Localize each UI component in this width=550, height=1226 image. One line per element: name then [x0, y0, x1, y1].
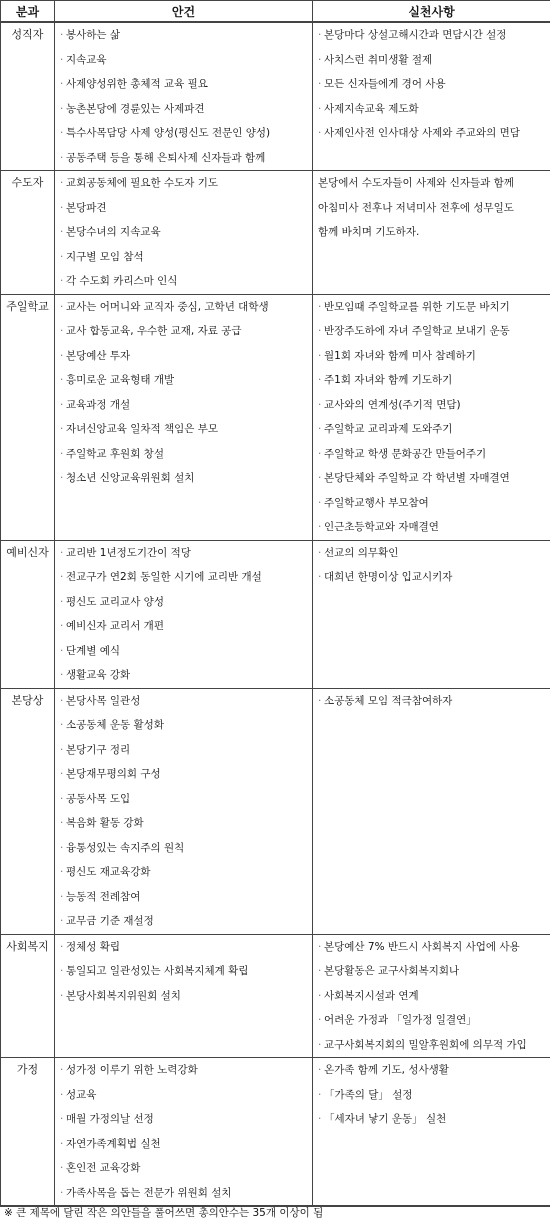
bullet-dot-icon: · [60, 1088, 64, 1101]
action-item-text: 함께 바치며 기도하자. [318, 226, 420, 238]
category-cell [1, 934, 55, 1058]
bullet-dot-icon: · [60, 398, 64, 411]
action-item [313, 442, 550, 467]
agenda-item [55, 565, 312, 590]
agenda-item-text: 가족사목을 돕는 전문가 위원회 설치 [66, 1186, 232, 1199]
action-item [313, 541, 550, 566]
action-item-text: 주1회 자녀와 함께 기도하기 [324, 374, 453, 386]
agenda-item [55, 590, 312, 615]
action-item [313, 565, 550, 590]
agenda-item-text: 능동적 전례참여 [66, 890, 141, 903]
agenda-item [55, 935, 312, 960]
action-item-text: 어려운 가정과 「일가정 일결연」 [324, 1014, 477, 1026]
category-label: 성직자 [11, 28, 44, 41]
agenda-item [55, 72, 312, 97]
actions-cell [313, 1058, 550, 1207]
agenda-cell [55, 22, 313, 171]
bullet-dot-icon: · [318, 325, 322, 337]
agenda-item [55, 836, 312, 861]
action-item [313, 1058, 550, 1083]
agenda-item-text: 교회공동체에 필요한 수도자 기도 [66, 177, 219, 189]
agenda-item-text: 본당파견 [66, 201, 107, 214]
action-item [313, 1107, 550, 1132]
action-item [313, 491, 550, 516]
agenda-item-text: 융통성있는 속지주의 원칙 [66, 841, 185, 854]
bullet-dot-icon: · [318, 447, 322, 460]
action-item-text: 본당예산 7% 반드시 사회복지 사업에 사용 [324, 940, 520, 953]
agenda-item-text: 단계별 예식 [66, 644, 121, 657]
action-item-text: 본당활동은 교구사회복지회나 [324, 965, 460, 977]
agenda-item [55, 959, 312, 984]
action-item [313, 121, 550, 146]
actions-cell [313, 294, 550, 540]
action-item-text: 주일학교행사 부모참여 [324, 496, 429, 509]
bullet-dot-icon: · [318, 300, 322, 313]
action-item-text: 아침미사 전후나 저녁미사 전후에 성무일도 [318, 201, 514, 214]
bullet-dot-icon: · [318, 1038, 322, 1051]
action-item [313, 959, 550, 984]
agenda-item [55, 541, 312, 566]
action-item-text: 대희년 한명이상 입교시키자 [324, 571, 453, 583]
agenda-item [55, 295, 312, 320]
action-item-text: 본당단체와 주일학교 각 학년별 자매결연 [324, 472, 510, 484]
bullet-dot-icon: · [60, 768, 64, 780]
action-item-text: 사제인사전 인사대상 사제와 주교와의 면담 [324, 127, 520, 139]
agenda-item [55, 639, 312, 664]
agenda-item-text: 통일되고 일관성있는 사회복지체계 확립 [66, 965, 249, 977]
agenda-cell [55, 1058, 313, 1207]
agenda-item [55, 860, 312, 885]
bullet-dot-icon: · [318, 521, 322, 533]
actions-cell [313, 22, 550, 171]
agenda-item [55, 146, 312, 171]
bullet-dot-icon: · [60, 989, 64, 1002]
agenda-item-text: 각 수도회 카리스마 인식 [66, 275, 178, 287]
action-item-text: 교사와의 연계성(주기적 면담) [324, 398, 461, 411]
bullet-dot-icon: · [318, 78, 322, 90]
header-agenda: 안건 [55, 1, 313, 23]
agenda-item [55, 442, 312, 467]
bullet-dot-icon: · [60, 1186, 64, 1199]
agenda-item-text: 성교육 [66, 1088, 97, 1101]
bullet-dot-icon: · [60, 1137, 64, 1150]
agenda-item [55, 1156, 312, 1181]
agenda-item [55, 344, 312, 369]
bullet-dot-icon: · [318, 1014, 322, 1026]
agenda-cell [55, 934, 313, 1058]
agenda-item-text: 평신도 재교육강화 [66, 866, 151, 878]
action-item-text: 인근초등학교와 자매결연 [324, 521, 439, 533]
bullet-dot-icon: · [60, 1162, 64, 1174]
agenda-item-text: 공동사목 도입 [66, 792, 131, 805]
agenda-item-text: 교사는 어머니와 교직자 중심, 고학년 대학생 [66, 300, 269, 313]
agenda-item [55, 393, 312, 418]
table-row [1, 294, 550, 540]
action-item [313, 1008, 550, 1033]
action-item [313, 1083, 550, 1108]
action-item [313, 295, 550, 320]
agenda-item [55, 368, 312, 393]
action-item-text: 본당에서 수도자들이 사제와 신자들과 함께 [318, 177, 514, 189]
action-item [313, 23, 550, 48]
bullet-dot-icon: · [60, 1064, 64, 1076]
agenda-item-text: 본당재무평의회 구성 [66, 768, 161, 780]
bullet-dot-icon: · [60, 472, 64, 484]
agenda-item-text: 주일학교 후원회 창설 [66, 447, 164, 460]
action-item-text: 반장주도하에 자녀 주일학교 보내기 운동 [324, 325, 510, 337]
actions-cell [313, 540, 550, 688]
bullet-dot-icon: · [60, 349, 64, 362]
agenda-item-text: 생활교육 강화 [66, 669, 131, 681]
bullet-dot-icon: · [318, 496, 322, 509]
agenda-item [55, 909, 312, 934]
bullet-dot-icon: · [318, 29, 322, 41]
bullet-dot-icon: · [318, 1088, 322, 1101]
table-row [1, 171, 550, 295]
bullet-dot-icon: · [60, 620, 64, 632]
bullet-dot-icon: · [318, 398, 322, 411]
action-item [313, 344, 550, 369]
bullet-dot-icon: · [60, 866, 64, 878]
agenda-item [55, 1181, 312, 1206]
agenda-item [55, 319, 312, 344]
category-cell [1, 22, 55, 171]
bullet-dot-icon: · [60, 915, 64, 927]
bullet-dot-icon: · [60, 226, 64, 238]
table-row [1, 540, 550, 688]
action-item [313, 984, 550, 1009]
agenda-item [55, 171, 312, 196]
bullet-dot-icon: · [60, 447, 64, 460]
category-label: 수도자 [11, 176, 44, 189]
action-item [313, 417, 550, 442]
bullet-dot-icon: · [60, 177, 64, 189]
table-row [1, 22, 550, 171]
table-header-row [1, 1, 550, 23]
agenda-item-text: 농촌본당에 경륜있는 사제파견 [66, 102, 205, 115]
agenda-item-text: 복음화 활동 강화 [66, 817, 144, 829]
agenda-cell [55, 540, 313, 688]
action-item-text: 온가족 함께 기도, 성사생활 [324, 1064, 449, 1076]
agenda-item [55, 762, 312, 787]
category-label: 가정 [16, 1063, 39, 1076]
agenda-item [55, 614, 312, 639]
agenda-cell [55, 688, 313, 934]
action-item-text: 본당마다 상설고해시간과 면담시간 설정 [324, 29, 507, 41]
agenda-item-text: 청소년 신앙교육위원회 설치 [66, 472, 195, 484]
bullet-dot-icon: · [60, 694, 64, 707]
agenda-item-text: 교사 합동교육, 우수한 교재, 자료 공급 [66, 325, 242, 337]
agenda-item-text: 본당수녀의 지속교육 [66, 226, 161, 238]
action-item-text: 사제지속교육 제도화 [324, 102, 419, 115]
agenda-item [55, 23, 312, 48]
action-item [313, 196, 550, 221]
agenda-cell [55, 294, 313, 540]
agenda-item [55, 984, 312, 1009]
action-item-text: 주일학교 교리과제 도와주기 [324, 423, 453, 435]
agenda-item [55, 689, 312, 714]
agenda-item [55, 811, 312, 836]
agenda-item [55, 121, 312, 146]
actions-cell [313, 688, 550, 934]
action-item [313, 220, 550, 245]
bullet-dot-icon: · [318, 989, 322, 1002]
action-item [313, 48, 550, 73]
agenda-item [55, 97, 312, 122]
bullet-dot-icon: · [60, 325, 64, 337]
agenda-item [55, 713, 312, 738]
agenda-item [55, 885, 312, 910]
bullet-dot-icon: · [60, 841, 64, 854]
bullet-dot-icon: · [60, 423, 64, 435]
agenda-item-text: 특수사목담당 사제 양성(평신도 전문인 양성) [66, 127, 271, 139]
action-item [313, 689, 550, 714]
category-label: 예비신자 [6, 545, 49, 559]
bullet-dot-icon: · [318, 546, 322, 559]
actions-cell [313, 934, 550, 1058]
bullet-dot-icon: · [60, 890, 64, 903]
bullet-dot-icon: · [60, 53, 64, 66]
agenda-item-text: 혼인전 교육강화 [66, 1162, 141, 1174]
bullet-dot-icon: · [60, 201, 64, 214]
bullet-dot-icon: · [60, 669, 64, 681]
agenda-item-text: 전교구가 연2회 동일한 시기에 교리반 개설 [66, 571, 262, 583]
category-cell [1, 1058, 55, 1207]
agenda-item [55, 245, 312, 270]
bullet-dot-icon: · [60, 151, 64, 164]
bullet-dot-icon: · [60, 940, 64, 953]
agenda-item-text: 지속교육 [66, 53, 107, 66]
agenda-item-text: 매월 가정의날 선정 [66, 1113, 154, 1125]
agenda-item-text: 사제양성위한 총체적 교육 필요 [66, 78, 208, 90]
agenda-item [55, 48, 312, 73]
bullet-dot-icon: · [318, 374, 322, 386]
action-item-text: 선교의 의무확인 [324, 546, 399, 559]
agenda-item-text: 자연가족계획법 실천 [66, 1137, 161, 1150]
action-item-text: 모든 신자들에게 경어 사용 [324, 78, 446, 90]
agenda-item [55, 466, 312, 491]
bullet-dot-icon: · [318, 127, 322, 139]
agenda-item [55, 787, 312, 812]
header-actions: 실천사항 [313, 1, 550, 23]
agenda-item [55, 1132, 312, 1157]
agenda-item-text: 교무금 기준 재설정 [66, 915, 154, 927]
bullet-dot-icon: · [318, 1113, 322, 1125]
bullet-dot-icon: · [318, 940, 322, 953]
action-item-text: 「세자녀 낳기 운동」 실천 [324, 1113, 447, 1125]
agenda-item [55, 269, 312, 294]
agenda-item-text: 정체성 확립 [66, 940, 121, 953]
category-cell [1, 171, 55, 295]
bullet-dot-icon: · [60, 719, 64, 731]
actions-cell [313, 171, 550, 295]
bullet-dot-icon: · [60, 546, 64, 559]
action-item-text: 사회복지시설과 연계 [324, 989, 419, 1002]
agenda-item-text: 교리반 1년정도기간이 적당 [66, 546, 191, 559]
action-item [313, 368, 550, 393]
agenda-item-text: 성가정 이루기 위한 노력강화 [66, 1064, 198, 1076]
agenda-item-text: 본당예산 투자 [66, 349, 131, 362]
agenda-item-text: 교육과정 개설 [66, 398, 131, 411]
bullet-dot-icon: · [318, 694, 322, 707]
agenda-item [55, 417, 312, 442]
agenda-item [55, 1107, 312, 1132]
agenda-item-text: 본당기구 정리 [66, 743, 131, 756]
bullet-dot-icon: · [60, 127, 64, 139]
agenda-item [55, 1058, 312, 1083]
agenda-item [55, 1083, 312, 1108]
bullet-dot-icon: · [60, 743, 64, 756]
agenda-item-text: 본당사회복지위원회 설치 [66, 989, 181, 1002]
table-row [1, 688, 550, 934]
category-cell [1, 540, 55, 688]
bullet-dot-icon: · [60, 250, 64, 263]
agenda-item-text: 예비신자 교리서 개편 [66, 620, 164, 632]
category-cell [1, 294, 55, 540]
agenda-item-text: 흥미로운 교육형태 개발 [66, 374, 175, 386]
bullet-dot-icon: · [318, 965, 322, 977]
agenda-item [55, 663, 312, 688]
action-item-text: 반모임때 주일학교를 위한 기도문 바치기 [324, 300, 510, 313]
action-item [313, 515, 550, 540]
agenda-item [55, 196, 312, 221]
agenda-item-text: 소공동체 운동 활성화 [66, 719, 164, 731]
bullet-dot-icon: · [60, 792, 64, 805]
action-item [313, 393, 550, 418]
agenda-cell [55, 171, 313, 295]
action-item-text: 주일학교 학생 문화공간 만들어주기 [324, 447, 487, 460]
bullet-dot-icon: · [318, 102, 322, 115]
bullet-dot-icon: · [318, 349, 322, 362]
action-item-text: 소공동체 모임 적극참여하자 [324, 694, 453, 707]
agenda-item-text: 자녀신앙교육 일차적 책임은 부모 [66, 423, 219, 435]
action-item-text: 교구사회복지회의 밀알후원회에 의무적 가입 [324, 1038, 527, 1051]
bullet-dot-icon: · [60, 595, 64, 608]
table-row [1, 1058, 550, 1207]
bullet-dot-icon: · [60, 571, 64, 583]
category-label: 사회복지 [6, 939, 49, 953]
bullet-dot-icon: · [318, 571, 322, 583]
footnote: ※ 큰 제목에 달린 작은 의안들을 풀어쓰면 총의안수는 35개 이상이 됨 [4, 1207, 324, 1219]
action-item-text: 「가족의 달」 설정 [324, 1088, 413, 1101]
table-row [1, 934, 550, 1058]
agenda-item [55, 220, 312, 245]
agenda-item-text: 평신도 교리교사 양성 [66, 595, 164, 608]
agenda-item-text: 봉사하는 삶 [66, 29, 121, 41]
bullet-dot-icon: · [60, 275, 64, 287]
agenda-item-text: 공동주택 등을 통해 은퇴사제 신자들과 함께 [66, 151, 266, 164]
action-item [313, 72, 550, 97]
bullet-dot-icon: · [60, 1113, 64, 1125]
action-item [313, 466, 550, 491]
bullet-dot-icon: · [318, 1064, 322, 1076]
bullet-dot-icon: · [60, 644, 64, 657]
bullet-dot-icon: · [318, 472, 322, 484]
action-item [313, 97, 550, 122]
agenda-item-text: 본당사목 일관성 [66, 694, 141, 707]
agenda-item-text: 지구별 모임 참석 [66, 250, 144, 263]
action-item [313, 1033, 550, 1058]
bullet-dot-icon: · [60, 300, 64, 313]
action-item [313, 319, 550, 344]
action-item [313, 935, 550, 960]
bullet-dot-icon: · [60, 965, 64, 977]
category-cell [1, 688, 55, 934]
action-item-text: 월1회 자녀와 함께 미사 참례하기 [324, 349, 476, 362]
bullet-dot-icon: · [318, 423, 322, 435]
header-category: 분과 [1, 1, 55, 23]
bullet-dot-icon: · [60, 78, 64, 90]
agenda-item [55, 738, 312, 763]
category-label: 주일학교 [6, 299, 49, 313]
category-label: 본당상 [11, 693, 44, 707]
action-item [313, 171, 550, 196]
bullet-dot-icon: · [60, 29, 64, 41]
action-item-text: 사치스런 취미생활 절제 [324, 53, 433, 66]
bullet-dot-icon: · [60, 374, 64, 386]
bullet-dot-icon: · [60, 102, 64, 115]
bullet-dot-icon: · [318, 53, 322, 66]
bullet-dot-icon: · [60, 817, 64, 829]
